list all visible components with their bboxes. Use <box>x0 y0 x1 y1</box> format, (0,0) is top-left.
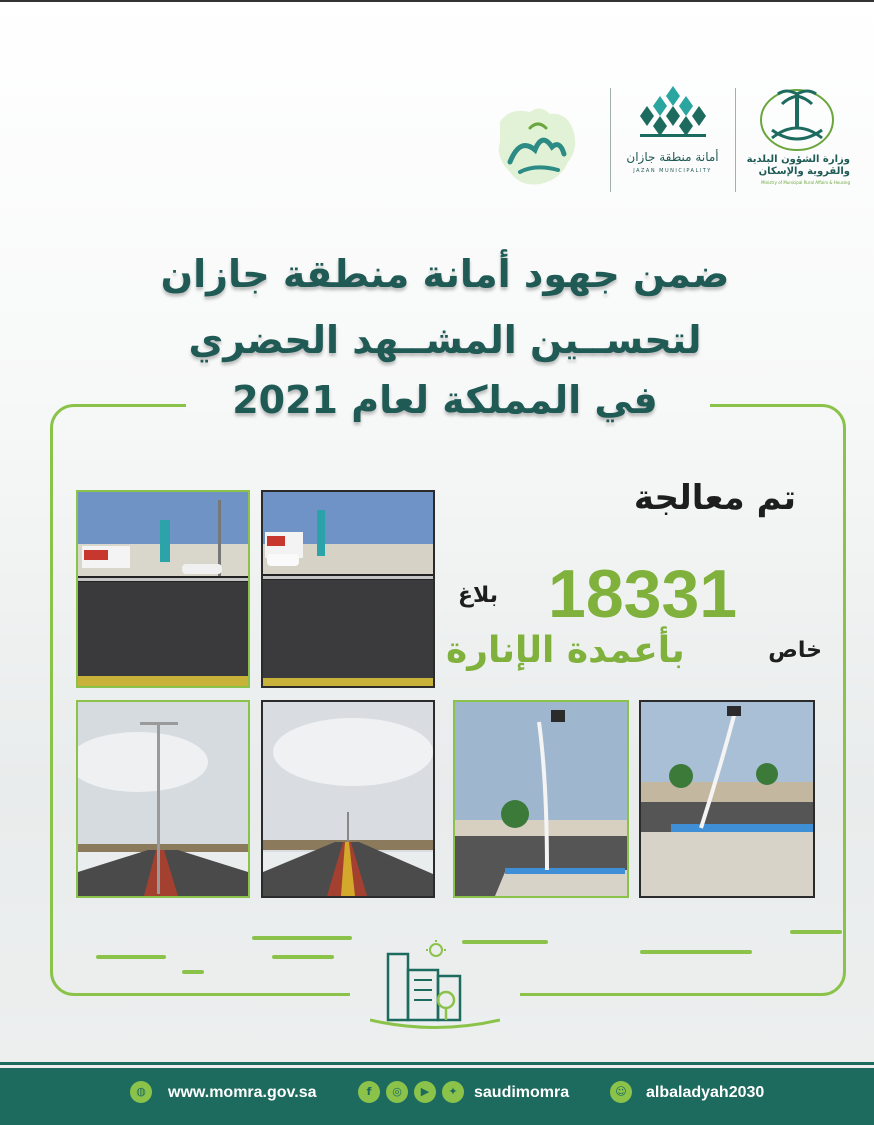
campaign-logo <box>480 92 600 192</box>
jazan-logo <box>615 82 730 202</box>
website-link[interactable]: www.momra.gov.sa <box>168 1084 317 1101</box>
decor-dash <box>272 955 334 959</box>
momra-logo <box>742 82 850 202</box>
snapchat-icon[interactable]: ☺ <box>610 1081 632 1103</box>
decor-dash <box>96 955 166 959</box>
momra-name-en: Ministry of Municipal Rural Affairs & Housing <box>761 180 850 185</box>
photo-street-light-2 <box>261 700 435 898</box>
photo-street-light-1 <box>76 700 250 898</box>
photo-road-sign-1 <box>76 490 250 688</box>
logo-divider <box>735 88 736 192</box>
jazan-logo-icon <box>638 82 708 142</box>
logo-row <box>480 82 850 202</box>
jazan-name-ar: أمانة منطقة جازان <box>626 150 719 164</box>
twitter-icon[interactable]: ✦ <box>442 1081 464 1103</box>
photo-road-sign-2 <box>261 490 435 688</box>
decor-dash <box>790 930 842 934</box>
treated-label: تم معالجة <box>633 478 796 518</box>
lighting-poles-label: بأعمدة الإنارة <box>446 630 685 671</box>
jazan-name-en: JAZAN MUNICIPALITY <box>633 168 712 174</box>
logo-divider <box>610 88 611 192</box>
photo-solar-light-1 <box>453 700 629 898</box>
palm-swords-icon <box>758 82 836 152</box>
footer-top-line <box>0 1062 874 1065</box>
youtube-icon[interactable]: ▶ <box>414 1081 436 1103</box>
special-label: خاص <box>768 638 822 663</box>
decor-dash <box>640 950 752 954</box>
headline-line-1: ضمن جهود أمانة منطقة جازان <box>160 252 730 296</box>
report-count: 18331 <box>548 556 738 632</box>
photo-solar-light-2 <box>639 700 815 898</box>
social-handle[interactable]: saudimomra <box>474 1084 570 1101</box>
city-buildings-icon <box>370 940 500 1030</box>
headline-line-2: لتحســين المشــهد الحضري <box>188 318 702 362</box>
globe-icon: ◍ <box>130 1081 152 1103</box>
decor-dash <box>252 936 352 940</box>
decor-dash <box>182 970 204 974</box>
facebook-icon[interactable]: f <box>358 1081 380 1103</box>
top-border <box>0 0 874 2</box>
campaign-logo-icon <box>480 92 600 192</box>
snapchat-handle[interactable]: albaladyah2030 <box>646 1084 765 1101</box>
report-label: بلاغ <box>458 583 498 608</box>
instagram-icon[interactable]: ◎ <box>386 1081 408 1103</box>
headline-line-3: في المملكة لعام 2021 <box>232 378 658 422</box>
momra-name-ar: وزارة الشؤون البلدية والقروية والإسكان <box>746 154 850 177</box>
